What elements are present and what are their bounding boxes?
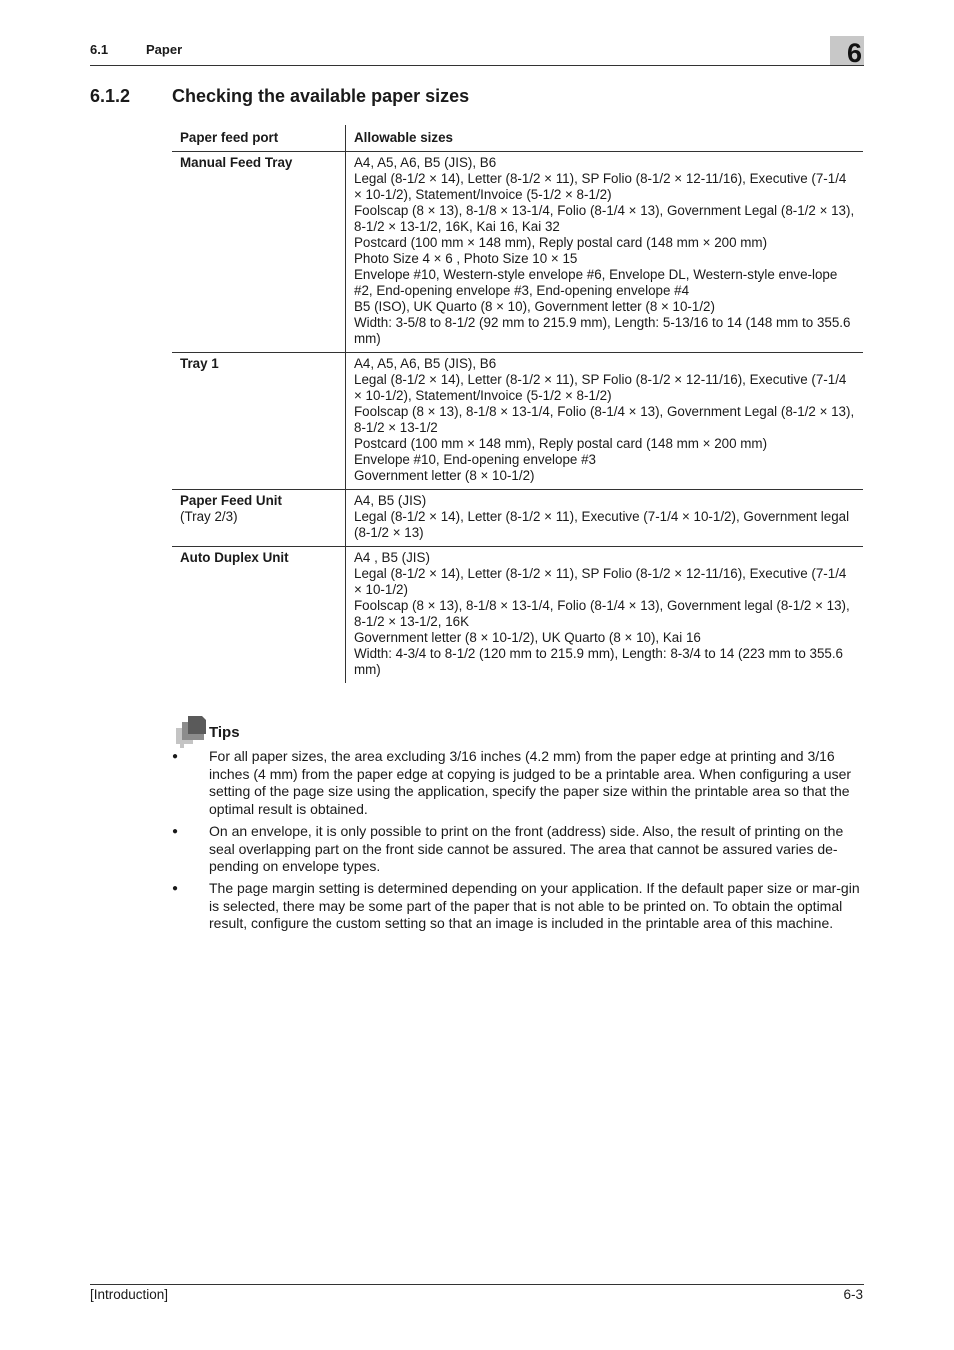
tips-list [172, 748, 864, 937]
section-title [90, 86, 469, 107]
bullet-icon: ● [172, 882, 179, 894]
tips-icon [174, 716, 206, 748]
section-number: 6.1.2 [90, 86, 131, 106]
tip-text: The page margin setting is determined depending on your application. If the default paper size or mar-gin is selected, there may be some part of the paper that is not able to be printed on. To obtain the optimal result, configure the custom setting so that an image is included in the printable area of this machine. [209, 879, 860, 932]
allowable-size-line: A4, B5 (JIS) [354, 493, 427, 508]
paper-feed-port-cell [172, 547, 346, 684]
paper-feed-port-cell [172, 490, 346, 547]
tip-text: For all paper sizes, the area excluding 3/16 inches (4.2 mm) from the paper edge at printing and 3/16 inches (4 mm) from the paper edge at copying is judged to be a printable area. When configuring a user setting of the page size using the application, specify the paper size within the printable area so that the optimal result is obtained. [209, 748, 852, 818]
allowable-size-line: Foolscap (8 × 13), 8-1/8 × 13-1/4, Folio (8-1/4 × 13), Government legal (8-1/2 × 13), 8-1/2 × 13-1/2, 16K [354, 598, 850, 629]
allowable-size-line: Envelope #10, End-opening envelope #3 [354, 452, 596, 467]
tip-item [172, 823, 864, 876]
table-row [172, 353, 863, 490]
allowable-size-line: Postcard (100 mm × 148 mm), Reply postal card (148 mm × 200 mm) [354, 436, 768, 451]
table-row [172, 547, 863, 684]
allowable-size-line: Postcard (100 mm × 148 mm), Reply postal card (148 mm × 200 mm) [354, 235, 768, 250]
allowable-size-line: Legal (8-1/2 × 14), Letter (8-1/2 × 11), Executive (7-1/4 × 10-1/2), Government legal (8-1/2 × 13) [354, 509, 850, 540]
allowable-sizes-cell [346, 490, 864, 547]
chapter-number-badge: 6 [830, 36, 864, 66]
allowable-size-line: B5 (ISO), UK Quarto (8 × 10), Government letter (8 × 10-1/2) [354, 299, 715, 314]
header-divider [90, 65, 864, 66]
header-section-number: 6.1 [90, 42, 109, 57]
tips-label: Tips [209, 724, 240, 741]
allowable-size-line: A4, A5, A6, B5 (JIS), B6 [354, 356, 497, 371]
footer-divider [90, 1284, 864, 1285]
allowable-size-line: Foolscap (8 × 13), 8-1/8 × 13-1/4, Folio (8-1/4 × 13), Government Legal (8-1/2 × 13), 8-1/2 × 13-1/2 [354, 404, 855, 435]
allowable-size-line: Government letter (8 × 10-1/2), UK Quarto (8 × 10), Kai 16 [354, 630, 701, 645]
tip-text: On an envelope, it is only possible to print on the front (address) side. Also, the result of printing on the seal overlapping part on the front side cannot be assured. The area that cannot be assured varies de-pending on envelope types. [209, 822, 844, 875]
paper-feed-port-name: Paper Feed Unit [180, 493, 282, 508]
bullet-icon: ● [172, 825, 179, 837]
allowable-size-line: Legal (8-1/2 × 14), Letter (8-1/2 × 11), SP Folio (8-1/2 × 12-11/16), Executive (7-1/4 × 10-1/2), Statement/Invoice (5-1/2 × 8-1/2) [354, 171, 847, 202]
section-heading: Checking the available paper sizes [172, 86, 470, 106]
bullet-icon: ● [172, 751, 179, 762]
allowable-sizes-cell [346, 353, 864, 490]
tip-item [172, 748, 864, 819]
footer-section-name: [Introduction] [90, 1287, 169, 1302]
paper-feed-port-cell [172, 353, 346, 490]
table-row [172, 152, 863, 353]
allowable-size-line: Legal (8-1/2 × 14), Letter (8-1/2 × 11), SP Folio (8-1/2 × 12-11/16), Executive (7-1/4 × 10-1/2), Statement/Invoice (5-1/2 × 8-1/2) [354, 372, 847, 403]
paper-feed-port-name: Auto Duplex Unit [180, 550, 289, 565]
column-header-sizes: Allowable sizes [354, 130, 453, 145]
paper-feed-port-subtitle: (Tray 2/3) [180, 509, 238, 524]
allowable-size-line: Foolscap (8 × 13), 8-1/8 × 13-1/4, Folio (8-1/4 × 13), Government Legal (8-1/2 × 13), 8-1/2 × 13-1/2, 16K, Kai 16, Kai 32 [354, 203, 855, 234]
paper-sizes-table [172, 125, 863, 683]
allowable-sizes-cell [346, 152, 864, 353]
page-number: 6-3 [843, 1287, 863, 1302]
header-section-title: Paper [146, 42, 183, 57]
allowable-sizes-cell [346, 547, 864, 684]
allowable-size-line: Legal (8-1/2 × 14), Letter (8-1/2 × 11), SP Folio (8-1/2 × 12-11/16), Executive (7-1/4 × 10-1/2) [354, 566, 847, 597]
allowable-size-line: Photo Size 4 × 6 , Photo Size 10 × 15 [354, 251, 578, 266]
allowable-size-line: Government letter (8 × 10-1/2) [354, 468, 535, 483]
tip-item [172, 880, 864, 933]
table-header-row [172, 125, 863, 152]
table-body [172, 152, 863, 684]
paper-feed-port-cell [172, 152, 346, 353]
allowable-size-line: A4, A5, A6, B5 (JIS), B6 [354, 155, 497, 170]
table-row [172, 490, 863, 547]
paper-feed-port-name: Tray 1 [180, 356, 219, 371]
column-header-port: Paper feed port [172, 125, 346, 152]
allowable-size-line: Width: 4-3/4 to 8-1/2 (120 mm to 215.9 mm), Length: 8-3/4 to 14 (223 mm to 355.6 mm) [354, 646, 844, 677]
paper-feed-port-name: Manual Feed Tray [180, 155, 293, 170]
allowable-size-line: Width: 3-5/8 to 8-1/2 (92 mm to 215.9 mm), Length: 5-13/16 to 14 (148 mm to 355.6 mm) [354, 315, 851, 346]
header-section [90, 42, 182, 57]
allowable-size-line: Envelope #10, Western-style envelope #6, Envelope DL, Western-style enve-lope #2, End-opening envelope #3, End-opening envelope #4 [354, 267, 838, 298]
allowable-size-line: A4 , B5 (JIS) [354, 550, 430, 565]
